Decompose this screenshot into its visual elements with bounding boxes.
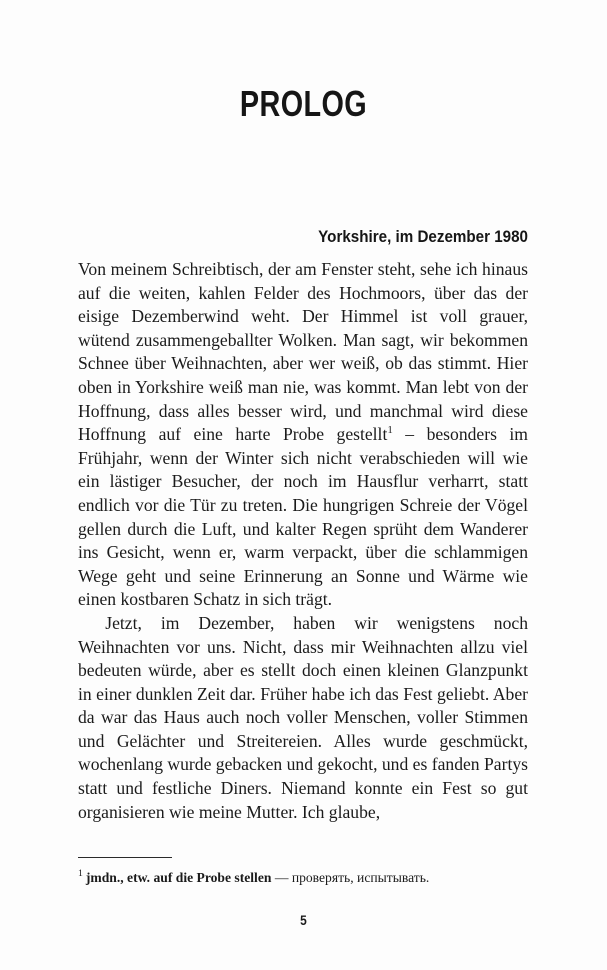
footnote-separator-dash: — <box>271 870 292 885</box>
paragraph-1-text-after-footnote-ref: – besonders im Frühjahr, wenn der Winter sich nicht verabschieden will wie ein lästiger Besucher, der noch im Hausflur verharrt, statt endlich vor die Tür zu treten. Die hungrigen Schreie der Vögel gellen durch die Luft, und kalter Regen sprüht dem Wanderer ins Gesicht, wenn er, warm verpackt, über die schlammigen Wege geht und seine Erinnerung an Sonne und Wärme wie einen kostbaren Schatz in sich trägt. <box>78 424 528 610</box>
footnote-number: 1 <box>78 868 83 880</box>
paragraph-2: Jetzt, im Dezember, haben wir wenigstens noch Weihnachten vor uns. Nicht, dass mir Weihnachten allzu viel bedeuten würde, aber es stellt doch einen kleinen Glanzpunkt in einer dunklen Zeit dar. Früher habe ich das Fest geliebt. Aber da war das Haus auch noch voller Menschen, voller Stimmen und Gelächter und Streitereien. Alles wurde geschmückt, wochenlang wurde gebacken und gekocht, und es fanden Partys statt und festliche Diners. Niemand konnte ein Fest so gut organisieren wie meine Mutter. Ich glaube, <box>78 612 528 822</box>
paragraph-1-text-before-footnote-ref: Von meinem Schreibtisch, der am Fenster steht, sehe ich hinaus auf die weiten, kahlen Felder des Hochmoors, über das der eisige Dezemberwind weht. Der Himmel ist voll grauer, wütend zusammengeballter Wolken. Man sagt, wir bekommen Schnee über Weihnachten, aber wer weiß, ob das stimmt. Hier oben in Yorkshire weiß man nie, was kommt. Man lebt von der Hoffnung, dass alles besser wird, und manchmal wird diese Hoffnung auf eine harte Probe gestellt <box>78 259 528 445</box>
footnote-separator-rule <box>78 857 172 858</box>
chapter-title: PROLOG <box>239 83 368 125</box>
paragraph-1 <box>78 258 528 612</box>
footnote-entry <box>78 869 528 886</box>
footnote-area <box>78 857 528 886</box>
body-text <box>78 258 528 824</box>
footnote-gloss-translation: проверять, испытывать. <box>291 870 430 885</box>
dateline-heading: Yorkshire, im Dezember 1980 <box>318 228 528 246</box>
footnote-reference-marker[interactable]: 1 <box>387 424 393 437</box>
footnote-term: jmdn., etw. auf die Probe stellen <box>85 870 272 885</box>
page-number: 5 <box>300 912 307 928</box>
